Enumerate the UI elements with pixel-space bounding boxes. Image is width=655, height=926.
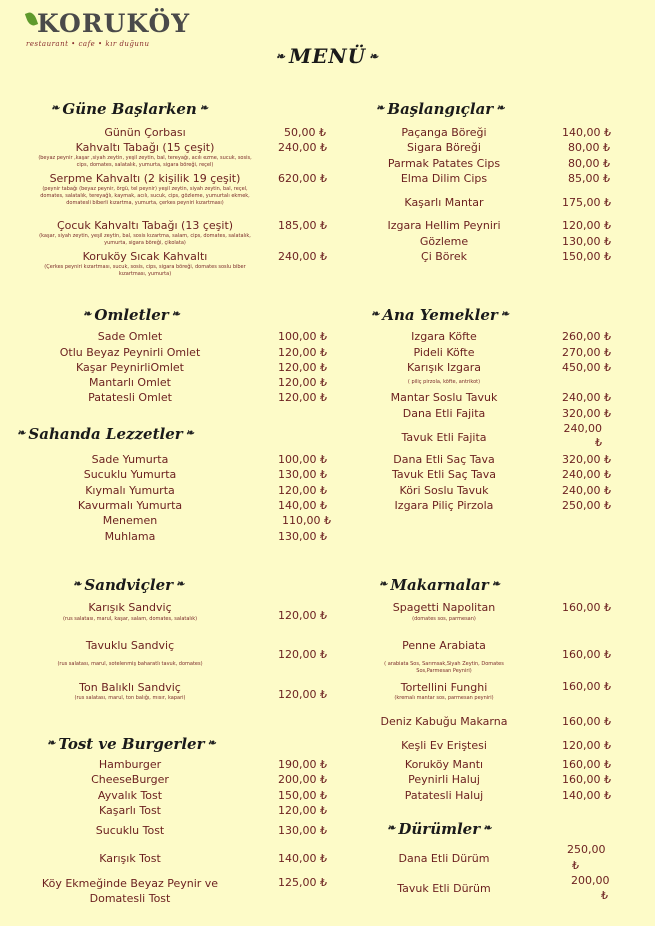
ornament-icon: ❧ — [500, 309, 510, 320]
menu-item-name: Muhlama — [104, 530, 156, 543]
menu-item-price: 190,00 ₺ — [278, 758, 327, 771]
menu-item-name: Spagetti Napolitan — [392, 601, 496, 614]
menu-item-description: (rus salatası, marul, ton balığı, mısır, kapari) — [74, 695, 186, 701]
menu-item-price: 160,00 ₺ — [562, 648, 611, 661]
menu-item-name: Kaşarlı Tost — [99, 804, 161, 817]
menu-item-price: 160,00 ₺ — [562, 758, 611, 771]
menu-item-name: Patatesli Omlet — [88, 391, 172, 404]
menu-item-name: Elma Dilim Cips — [400, 172, 488, 185]
ornament-icon: ❧ — [369, 50, 380, 63]
menu-item-price: 50,00 ₺ — [284, 126, 326, 139]
menu-item-price: 200,00 — [571, 874, 610, 887]
menu-item-price: 320,00 ₺ — [562, 453, 611, 466]
logo-text: KORUKÖY — [37, 9, 191, 38]
menu-item-name: Tavuk Etli Fajita — [401, 431, 487, 444]
section-title-sandvicler: ❧ Sandviçler ❧ — [73, 576, 185, 594]
ornament-icon: ❧ — [207, 738, 216, 749]
menu-item-name: Köy Ekmeğinde Beyaz Peynir ve Domatesli Tost — [41, 877, 219, 905]
menu-item-price: 130,00 ₺ — [278, 824, 327, 837]
ornament-icon: ❧ — [496, 103, 505, 114]
menu-item-price: 120,00 ₺ — [278, 376, 327, 389]
ornament-icon: ❧ — [17, 428, 26, 439]
menu-item-price: 120,00 ₺ — [278, 688, 327, 701]
menu-item-description: (kremalı mantar sos, parmesan peyniri) — [394, 695, 494, 701]
menu-item-price: 175,00 ₺ — [562, 196, 611, 209]
currency-symbol: ₺ — [601, 889, 608, 902]
menu-item-price: 240,00 ₺ — [562, 468, 611, 481]
menu-item-price: 320,00 ₺ — [562, 407, 611, 420]
menu-item-name: Mantar Soslu Tavuk — [390, 391, 498, 404]
menu-item-price: 110,00 ₺ — [282, 514, 331, 527]
menu-item-price: 260,00 ₺ — [562, 330, 611, 343]
menu-item-price: 80,00 ₺ — [568, 141, 610, 154]
menu-item-price: 125,00 ₺ — [278, 876, 327, 889]
menu-item-name: Serpme Kahvaltı (2 kişilik 19 çeşit) — [49, 172, 241, 185]
menu-item-name: Sucuklu Yumurta — [83, 468, 177, 481]
section-title-omletler: ❧ Omletler ❧ — [83, 306, 181, 324]
menu-item-price: 150,00 ₺ — [562, 250, 611, 263]
menu-item-price: 250,00 ₺ — [562, 499, 611, 512]
ornament-icon: ❧ — [73, 579, 82, 590]
menu-item-name: Deniz Kabuğu Makarna — [380, 715, 508, 728]
ornament-icon: ❧ — [83, 309, 92, 320]
menu-item-name: Keşli Ev Eriştesi — [401, 739, 487, 752]
logo-tagline: restaurant • cafe • kır duğunu — [26, 40, 150, 48]
menu-item-name: Hamburger — [98, 758, 162, 771]
menu-item-price: 240,00 ₺ — [562, 391, 611, 404]
menu-item-name: Karışık Sandviç — [88, 601, 172, 614]
menu-item-name: Penne Arabiata — [402, 639, 486, 652]
ornament-icon: ❧ — [371, 309, 380, 320]
menu-item-name: Karışık Izgara — [407, 361, 481, 374]
menu-item-name: Izgara Piliç Pirzola — [394, 499, 494, 512]
menu-item-price: 240,00 ₺ — [562, 484, 611, 497]
section-title-durumler: ❧ Dürümler ❧ — [387, 820, 492, 838]
menu-item-price: 160,00 ₺ — [562, 715, 611, 728]
menu-item-name: Mantarlı Omlet — [89, 376, 171, 389]
menu-item-name: Tavuk Etli Dürüm — [397, 882, 491, 895]
menu-item-name: Otlu Beyaz Peynirli Omlet — [59, 346, 201, 359]
menu-item-price: 130,00 ₺ — [278, 468, 327, 481]
section-title-baslangiclar: ❧ Başlangıçlar ❧ — [376, 100, 505, 118]
menu-item-price: 100,00 ₺ — [278, 330, 327, 343]
menu-item-name: Karışık Tost — [99, 852, 161, 865]
menu-item-description: (domates sos, parmesan) — [412, 616, 476, 622]
menu-item-description: (Çerkes peyniri kızartması, sucuk, sosis, cips, sigara böreği, domates soslu biber kızartması, yumurta) — [44, 264, 246, 277]
menu-item-name: Çocuk Kahvaltı Tabağı (13 çeşit) — [56, 219, 234, 232]
menu-title: ❧ MENÜ ❧ — [275, 44, 380, 68]
menu-item-name: Köri Soslu Tavuk — [399, 484, 489, 497]
menu-item-description: ( piliç pirzola, köfte, antrikot) — [407, 379, 481, 385]
menu-item-name: Kavurmalı Yumurta — [77, 499, 183, 512]
ornament-icon: ❧ — [379, 579, 388, 590]
menu-item-price: 150,00 ₺ — [278, 789, 327, 802]
menu-item-price: 120,00 ₺ — [562, 219, 611, 232]
menu-item-price: 200,00 ₺ — [278, 773, 327, 786]
menu-item-name: Koruköy Mantı — [404, 758, 484, 771]
menu-item-price: 240,00 ₺ — [278, 141, 327, 154]
menu-item-price: 120,00 ₺ — [278, 361, 327, 374]
menu-item-name: Pideli Köfte — [413, 346, 475, 359]
ornament-icon: ❧ — [185, 428, 195, 439]
menu-item-price: 185,00 ₺ — [278, 219, 327, 232]
menu-item-price: 120,00 ₺ — [278, 804, 327, 817]
ornament-icon: ❧ — [275, 50, 286, 63]
menu-item-name: Paçanga Böreği — [401, 126, 487, 139]
ornament-icon: ❧ — [171, 309, 181, 320]
menu-item-name: Kaşar PeynirliOmlet — [76, 361, 184, 374]
menu-item-price: 160,00 ₺ — [562, 680, 611, 693]
menu-item-name: CheeseBurger — [91, 773, 169, 786]
menu-item-price: 250,00 — [567, 843, 606, 856]
menu-item-price: 140,00 ₺ — [562, 126, 611, 139]
ornament-icon: ❧ — [491, 579, 501, 590]
menu-item-name: Günün Çorbası — [104, 126, 186, 139]
menu-item-description: (kaşar, siyah zeytin, yeşil zeytin, bal, sosis kızartma, salam, cips, domates, salatalık, yumurta, sigara böreği, çikolata) — [39, 233, 251, 246]
menu-item-name: Sigara Böreği — [407, 141, 481, 154]
menu-item-price: 120,00 ₺ — [278, 391, 327, 404]
menu-item-description: (peynir tabağı (beyaz peynir, örgü, tel peynir) yeşil zeytin, siyah zeytin, bal, reçel, domates, salatalık, tereyağlı, kaymak, acılı, sucuk, cips, gözleme, yumurtalı ekmek, domatesli biberli kızartma, yumurta, çerkes peyniri kızartması) — [40, 186, 250, 206]
section-title-tost-ve-burgerler: ❧ Tost ve Burgerler ❧ — [47, 735, 216, 753]
section-title-makarnalar: ❧ Makarnalar ❧ — [379, 576, 501, 594]
menu-item-name: Sade Yumurta — [91, 453, 169, 466]
menu-item-price: 140,00 ₺ — [278, 852, 327, 865]
menu-item-price: 620,00 ₺ — [278, 172, 327, 185]
menu-item-name: Kıymalı Yumurta — [85, 484, 175, 497]
menu-item-name: Peynirli Haluj — [408, 773, 480, 786]
menu-item-name: Ton Balıklı Sandviç — [79, 681, 181, 694]
section-title-gune-baslarken: ❧ Güne Başlarken ❧ — [51, 100, 209, 118]
menu-item-price: 120,00 ₺ — [278, 484, 327, 497]
currency-symbol: ₺ — [572, 859, 579, 872]
menu-item-price: 450,00 ₺ — [562, 361, 611, 374]
ornament-icon: ❧ — [176, 579, 185, 590]
menu-item-description: ( arabiata Sos, Sarımsak,Siyah Zeytin, Domates Sos,Parmesan Peyniri) — [384, 661, 504, 674]
menu-item-price: 120,00 ₺ — [278, 648, 327, 661]
menu-item-name: Kaşarlı Mantar — [404, 196, 484, 209]
menu-item-description: (beyaz peynir ,kaşar ,siyah zeytin, yeşil zeytin, bal, tereyağı, acılı ezme, sucuk, sosis, cips, domates, salatalık, yumurta, sigara böreği, reçel) — [38, 155, 252, 168]
ornament-icon: ❧ — [51, 103, 60, 114]
logo-wordmark — [26, 10, 196, 38]
menu-item-price: 160,00 ₺ — [562, 773, 611, 786]
menu-item-price: 270,00 ₺ — [562, 346, 611, 359]
section-title-sahanda-lezzetler: ❧ Sahanda Lezzetler ❧ — [17, 425, 195, 443]
menu-item-name: Tortellini Funghi — [400, 681, 488, 694]
menu-item-name: Tavuklu Sandviç — [85, 639, 175, 652]
menu-item-price: 240,00 ₺ — [563, 422, 602, 449]
menu-item-name: Parmak Patates Cips — [387, 157, 501, 170]
ornament-icon: ❧ — [199, 103, 209, 114]
menu-item-name: Kahvaltı Tabağı (15 çeşit) — [75, 141, 215, 154]
menu-item-name: Dana Etli Saç Tava — [393, 453, 495, 466]
ornament-icon: ❧ — [47, 738, 56, 749]
menu-item-name: Izgara Hellim Peyniri — [387, 219, 501, 232]
ornament-icon: ❧ — [387, 823, 396, 834]
ornament-icon: ❧ — [376, 103, 385, 114]
menu-item-price: 80,00 ₺ — [568, 157, 610, 170]
menu-item-price: 160,00 ₺ — [562, 601, 611, 614]
menu-item-price: 140,00 ₺ — [278, 499, 327, 512]
section-title-ana-yemekler: ❧ Ana Yemekler ❧ — [371, 306, 510, 324]
menu-item-price: 140,00 ₺ — [562, 789, 611, 802]
menu-item-description: (rus salatası, marul, sotelenmiş baharatlı tavuk, domates) — [57, 661, 203, 667]
menu-item-price: 120,00 ₺ — [562, 739, 611, 752]
menu-item-name: Sade Omlet — [97, 330, 163, 343]
menu-item-name: Izgara Köfte — [411, 330, 477, 343]
menu-item-price: 100,00 ₺ — [278, 453, 327, 466]
menu-item-name: Patatesli Haluj — [404, 789, 484, 802]
menu-item-name: Menemen — [102, 514, 158, 527]
ornament-icon: ❧ — [483, 823, 492, 834]
menu-item-name: Gözleme — [419, 235, 469, 248]
menu-item-price: 120,00 ₺ — [278, 346, 327, 359]
menu-item-name: Tavuk Etli Saç Tava — [391, 468, 497, 481]
menu-item-name: Çi Börek — [421, 250, 467, 263]
menu-item-name: Ayvalık Tost — [97, 789, 163, 802]
menu-item-description: (rus salatası, marul, kaşar, salam, domates, salatalık) — [62, 616, 198, 622]
menu-item-price: 130,00 ₺ — [562, 235, 611, 248]
menu-item-price: 130,00 ₺ — [278, 530, 327, 543]
menu-item-name: Dana Etli Fajita — [402, 407, 486, 420]
menu-item-name: Koruköy Sıcak Kahvaltı — [82, 250, 208, 263]
menu-item-name: Dana Etli Dürüm — [398, 852, 490, 865]
menu-item-price: 85,00 ₺ — [568, 172, 610, 185]
menu-item-price: 120,00 ₺ — [278, 609, 327, 622]
menu-item-price: 240,00 ₺ — [278, 250, 327, 263]
menu-item-name: Sucuklu Tost — [95, 824, 165, 837]
